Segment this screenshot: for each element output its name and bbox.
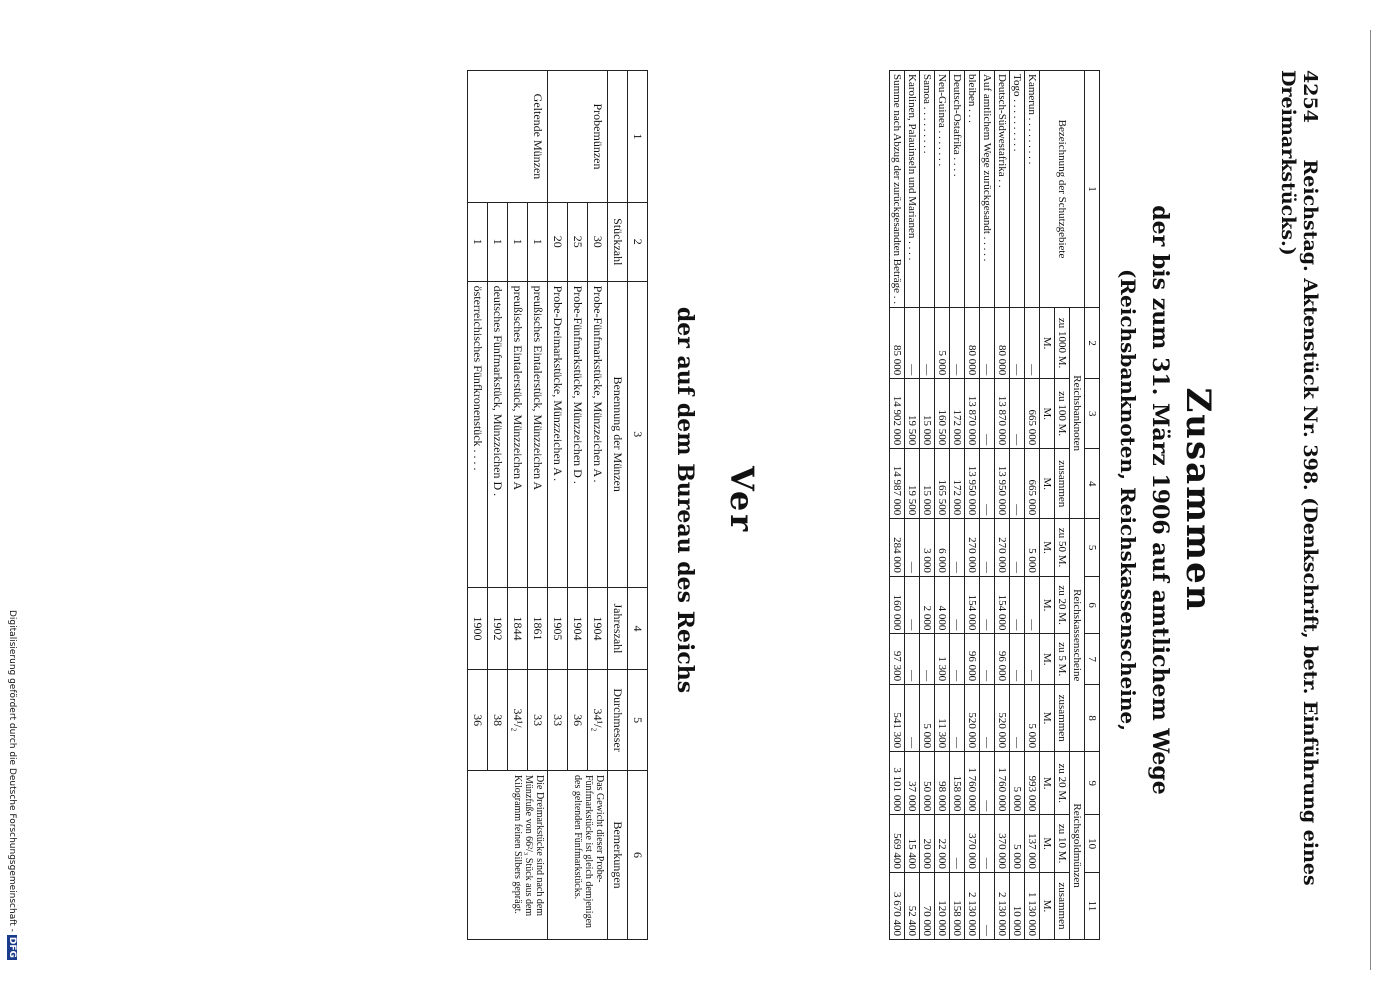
year-cell: 1904 xyxy=(568,587,588,669)
row-label: Karolinen, Palauinseln und Marianen . . . . xyxy=(905,71,920,308)
value-cell: 22 000 xyxy=(935,815,950,873)
value-cell: — xyxy=(980,519,995,577)
value-cell: — xyxy=(1010,519,1025,577)
col-number: 4 xyxy=(1085,449,1100,519)
value-cell: 154 000 xyxy=(995,576,1010,634)
value-cell: 5 000 xyxy=(1025,519,1040,577)
unit-cell: M. xyxy=(1040,685,1055,752)
sub-header: zusammen xyxy=(1055,685,1070,752)
sub-header: zu 50 M. xyxy=(1055,519,1070,577)
value-cell: 665 000 xyxy=(1025,379,1040,449)
value-cell: 2 130 000 xyxy=(965,872,980,939)
table-row xyxy=(890,71,905,940)
value-cell: 20 000 xyxy=(920,815,935,873)
value-cell: 158 000 xyxy=(950,752,965,815)
table1-subtitle2: (Reichsbanknoten, Reichskassenscheine, xyxy=(1116,268,1140,732)
unit-cell: M. xyxy=(1040,752,1055,815)
value-cell: 52 400 xyxy=(905,872,920,939)
column-header: Benennung der Münzen xyxy=(608,281,628,587)
col-number: 5 xyxy=(1085,519,1100,577)
value-cell: — xyxy=(980,449,995,519)
coin-table xyxy=(467,70,648,940)
col-number: 11 xyxy=(1085,872,1100,939)
value-cell: 96 000 xyxy=(995,634,1010,685)
value-cell: 520 000 xyxy=(965,685,980,752)
value-cell: 3 101 000 xyxy=(890,752,905,815)
value-cell: 165 500 xyxy=(935,449,950,519)
diameter-cell: 36 xyxy=(468,670,488,771)
value-cell: — xyxy=(905,685,920,752)
count-cell: 30 xyxy=(588,203,608,282)
sub-header: zu 1000 M. xyxy=(1055,308,1070,379)
table-row xyxy=(950,71,965,940)
col-number: 9 xyxy=(1085,752,1100,815)
value-cell: — xyxy=(905,576,920,634)
value-cell: 15 000 xyxy=(920,379,935,449)
value-cell: 2 000 xyxy=(920,576,935,634)
unit-cell: M. xyxy=(1040,576,1055,634)
row-label: Samoa . . . . . . . . . xyxy=(920,71,935,308)
value-cell: — xyxy=(1010,685,1025,752)
unit-cell: M. xyxy=(1040,379,1055,449)
value-cell: 15 000 xyxy=(920,449,935,519)
value-cell: — xyxy=(1010,449,1025,519)
value-cell: — xyxy=(980,752,995,815)
value-cell: 14 902 000 xyxy=(890,379,905,449)
value-cell: 98 000 xyxy=(935,752,950,815)
row-label: Deutsch-Ostafrika . . . . xyxy=(950,71,965,308)
col-number: 2 xyxy=(628,203,648,282)
value-cell: 5 000 xyxy=(1010,752,1025,815)
row-label: Kamerun . . . . . . . . . xyxy=(1025,71,1040,308)
value-cell: 6 000 xyxy=(935,519,950,577)
unit-cell: M. xyxy=(1040,519,1055,577)
running-header xyxy=(1277,70,1321,930)
sub-header: zu 20 M. xyxy=(1055,576,1070,634)
row-label: Deutsch-Südwestafrika . . xyxy=(995,71,1010,308)
table-row xyxy=(965,71,980,940)
table-row xyxy=(935,71,950,940)
value-cell: 1 300 xyxy=(935,634,950,685)
count-cell: 1 xyxy=(508,203,528,282)
unit-cell: M. xyxy=(1040,634,1055,685)
value-cell: — xyxy=(980,634,995,685)
col-number: 4 xyxy=(628,587,648,669)
coin-name-cell: Probe-Fünfmarkstücke, Münzzeichen A . xyxy=(588,281,608,587)
count-cell: 25 xyxy=(568,203,588,282)
diameter-cell: 38 xyxy=(488,670,508,771)
value-cell: — xyxy=(1010,576,1025,634)
table-row xyxy=(1010,71,1025,940)
coin-name-cell: Probe-Dreimarkstücke, Münzzeichen A . xyxy=(548,281,568,587)
unit-cell: M. xyxy=(1040,449,1055,519)
value-cell: — xyxy=(950,685,965,752)
value-cell: — xyxy=(1010,379,1025,449)
value-cell: 160 000 xyxy=(890,576,905,634)
coin-name-cell: deutsches Fünfmarkstück, Münzzeichen D . xyxy=(488,281,508,587)
count-cell: 1 xyxy=(468,203,488,282)
value-cell: 13 870 000 xyxy=(965,379,980,449)
value-cell: — xyxy=(1025,308,1040,379)
value-cell: 15 400 xyxy=(905,815,920,873)
value-cell: 160 500 xyxy=(935,379,950,449)
value-cell: 10 000 xyxy=(1010,872,1025,939)
value-cell: — xyxy=(905,634,920,685)
col-number: 5 xyxy=(628,670,648,771)
year-cell: 1905 xyxy=(548,587,568,669)
remark-cell: Die Dreimarkstücke sind nach dem Münzfuße von 66²/₃ Stück aus dem Kilogramm feinen Silbers geprägt. xyxy=(468,771,548,940)
value-cell: 80 000 xyxy=(995,308,1010,379)
row-label: bleiben . . . xyxy=(965,71,980,308)
group-header-banknotes: Reichsbanknoten xyxy=(1070,308,1085,519)
value-cell: 665 000 xyxy=(1025,449,1040,519)
value-cell: 13 870 000 xyxy=(995,379,1010,449)
value-cell: 137 000 xyxy=(1025,815,1040,873)
col-number: 10 xyxy=(1085,815,1100,873)
value-cell: 370 000 xyxy=(965,815,980,873)
col-number-row xyxy=(628,71,648,940)
value-cell: 270 000 xyxy=(995,519,1010,577)
currency-table xyxy=(889,70,1100,940)
coin-name-cell: österreichisches Fünfkronenstück . . . . xyxy=(468,281,488,587)
value-cell: 5 000 xyxy=(920,685,935,752)
col-number: 8 xyxy=(1085,685,1100,752)
value-cell: 50 000 xyxy=(920,752,935,815)
value-cell: 370 000 xyxy=(995,815,1010,873)
value-cell: 96 000 xyxy=(965,634,980,685)
value-cell: — xyxy=(920,634,935,685)
dfg-logo: DFG xyxy=(7,936,17,958)
col-number-row xyxy=(1085,71,1100,940)
running-title: Reichstag. Aktenstück Nr. 398. (Denkschrift, betr. Einführung eines Dreimarkstücks.) xyxy=(1277,70,1321,886)
value-cell: — xyxy=(1025,634,1040,685)
sub-header: zu 5 M. xyxy=(1055,634,1070,685)
table1-title: Zusammen xyxy=(1178,387,1218,613)
value-cell: — xyxy=(950,634,965,685)
column-header: Jahreszahl xyxy=(608,587,628,669)
value-cell: — xyxy=(1010,308,1025,379)
group-label: Geltende Münzen xyxy=(468,71,548,203)
value-cell: — xyxy=(905,519,920,577)
value-cell: 37 000 xyxy=(905,752,920,815)
table-row xyxy=(588,71,608,940)
col-number: 1 xyxy=(628,71,648,203)
value-cell: 19 500 xyxy=(905,379,920,449)
coin-name-cell: preußisches Eintalerstück, Münzzeichen A xyxy=(528,281,548,587)
value-cell: — xyxy=(950,519,965,577)
value-cell: 569 400 xyxy=(890,815,905,873)
table2-subtitle: der auf dem Bureau des Reichs xyxy=(672,306,698,694)
value-cell: 172 000 xyxy=(950,449,965,519)
group-header-kassenscheine: Reichskassenscheine xyxy=(1070,519,1085,752)
page-number: 4254 xyxy=(1299,70,1321,123)
group-label: Probemünzen xyxy=(548,71,608,203)
value-cell: — xyxy=(1010,634,1025,685)
value-cell: 284 000 xyxy=(890,519,905,577)
value-cell: 158 000 xyxy=(950,872,965,939)
remark-cell: Das Gewicht dieser Probe-Fünfmarkstücke ist gleich demjenigen des geltenden Fünfmarkstücks. xyxy=(548,771,608,940)
value-cell: 80 000 xyxy=(965,308,980,379)
row-label: Auf amtlichem Wege zurückgesandt . . . . . xyxy=(980,71,995,308)
value-cell: — xyxy=(1025,576,1040,634)
diameter-cell: 34¹/₂ xyxy=(588,670,608,771)
value-cell: 520 000 xyxy=(995,685,1010,752)
sub-header: zu 100 M. xyxy=(1055,379,1070,449)
table-row xyxy=(980,71,995,940)
year-cell: 1861 xyxy=(528,587,548,669)
diameter-cell: 33 xyxy=(548,670,568,771)
value-cell: — xyxy=(950,815,965,873)
value-cell: 2 130 000 xyxy=(995,872,1010,939)
diameter-cell: 34¹/₂ xyxy=(508,670,528,771)
column-header xyxy=(608,71,628,203)
value-cell: 13 950 000 xyxy=(995,449,1010,519)
col-number: 6 xyxy=(628,771,648,940)
value-cell: 172 000 xyxy=(950,379,965,449)
sub-header: zu 20 M. xyxy=(1055,752,1070,815)
value-cell: 5 000 xyxy=(1025,685,1040,752)
value-cell: — xyxy=(980,815,995,873)
value-cell: — xyxy=(980,685,995,752)
value-cell: 154 000 xyxy=(965,576,980,634)
count-cell: 20 xyxy=(548,203,568,282)
sub-header: zu 10 M. xyxy=(1055,815,1070,873)
value-cell: 70 000 xyxy=(920,872,935,939)
value-cell: — xyxy=(950,308,965,379)
unit-cell: M. xyxy=(1040,872,1055,939)
col-number: 3 xyxy=(1085,379,1100,449)
funding-text: Digitalisierung gefördert durch die Deutsche Forschungsgemeinschaft - xyxy=(7,610,17,932)
coin-name-cell: preußisches Eintalerstück, Münzzeichen A xyxy=(508,281,528,587)
value-cell: 14 987 000 xyxy=(890,449,905,519)
year-cell: 1900 xyxy=(468,587,488,669)
col-number: 2 xyxy=(1085,308,1100,379)
table2-title: Ver xyxy=(723,465,761,535)
value-cell: 4 000 xyxy=(935,576,950,634)
value-cell: — xyxy=(980,872,995,939)
table-row xyxy=(920,71,935,940)
value-cell: — xyxy=(905,308,920,379)
row-label: Summe nach Abzug der zurückgesandten Beträge . . xyxy=(890,71,905,308)
col-number: 7 xyxy=(1085,634,1100,685)
sub-header: zusammen xyxy=(1055,872,1070,939)
table-row xyxy=(528,71,548,940)
value-cell: 19 500 xyxy=(905,449,920,519)
group-header-gold: Reichsgoldmünzen xyxy=(1070,752,1085,940)
value-cell: 5 000 xyxy=(935,308,950,379)
value-cell: 120 000 xyxy=(935,872,950,939)
value-cell: 3 000 xyxy=(920,519,935,577)
value-cell: — xyxy=(950,576,965,634)
value-cell: 3 670 400 xyxy=(890,872,905,939)
diameter-cell: 36 xyxy=(568,670,588,771)
table-row xyxy=(995,71,1010,940)
column-header: Bemerkungen xyxy=(608,771,628,940)
value-cell: — xyxy=(980,308,995,379)
col-number: 3 xyxy=(628,281,648,587)
table-row xyxy=(1025,71,1040,940)
value-cell: 1 130 000 xyxy=(1025,872,1040,939)
year-cell: 1902 xyxy=(488,587,508,669)
col-number: 1 xyxy=(1085,71,1100,308)
value-cell: — xyxy=(980,576,995,634)
count-cell: 1 xyxy=(488,203,508,282)
table-row xyxy=(905,71,920,940)
value-cell: 541 300 xyxy=(890,685,905,752)
value-cell: 993 000 xyxy=(1025,752,1040,815)
value-cell: 85 000 xyxy=(890,308,905,379)
header-row xyxy=(608,71,628,940)
value-cell: 11 300 xyxy=(935,685,950,752)
value-cell: — xyxy=(920,308,935,379)
col1-header: Bezeichnung der Schutzgebiete xyxy=(1040,71,1085,308)
unit-cell: M. xyxy=(1040,815,1055,873)
unit-cell: M. xyxy=(1040,308,1055,379)
value-cell: 270 000 xyxy=(965,519,980,577)
count-cell: 1 xyxy=(528,203,548,282)
value-cell: 1 760 000 xyxy=(995,752,1010,815)
row-label: Neu-Guinea . . . . . . . xyxy=(935,71,950,308)
col-number: 6 xyxy=(1085,576,1100,634)
value-cell: 13 950 000 xyxy=(965,449,980,519)
sub-header: zusammen xyxy=(1055,449,1070,519)
value-cell: 97 300 xyxy=(890,634,905,685)
row-label: Togo . . . . . . . . . . xyxy=(1010,71,1025,308)
group-header-row xyxy=(1070,71,1085,940)
value-cell: 1 760 000 xyxy=(965,752,980,815)
column-header: Durchmesser xyxy=(608,670,628,771)
value-cell: — xyxy=(980,379,995,449)
value-cell: 5 000 xyxy=(1010,815,1025,873)
coin-name-cell: Probe-Fünfmarkstücke, Münzzeichen D . xyxy=(568,281,588,587)
year-cell: 1904 xyxy=(588,587,608,669)
diameter-cell: 33 xyxy=(528,670,548,771)
year-cell: 1844 xyxy=(508,587,528,669)
table1-subtitle: der bis zum 31. März 1906 auf amtlichem Wege xyxy=(1147,205,1173,795)
column-header: Stückzahl xyxy=(608,203,628,282)
